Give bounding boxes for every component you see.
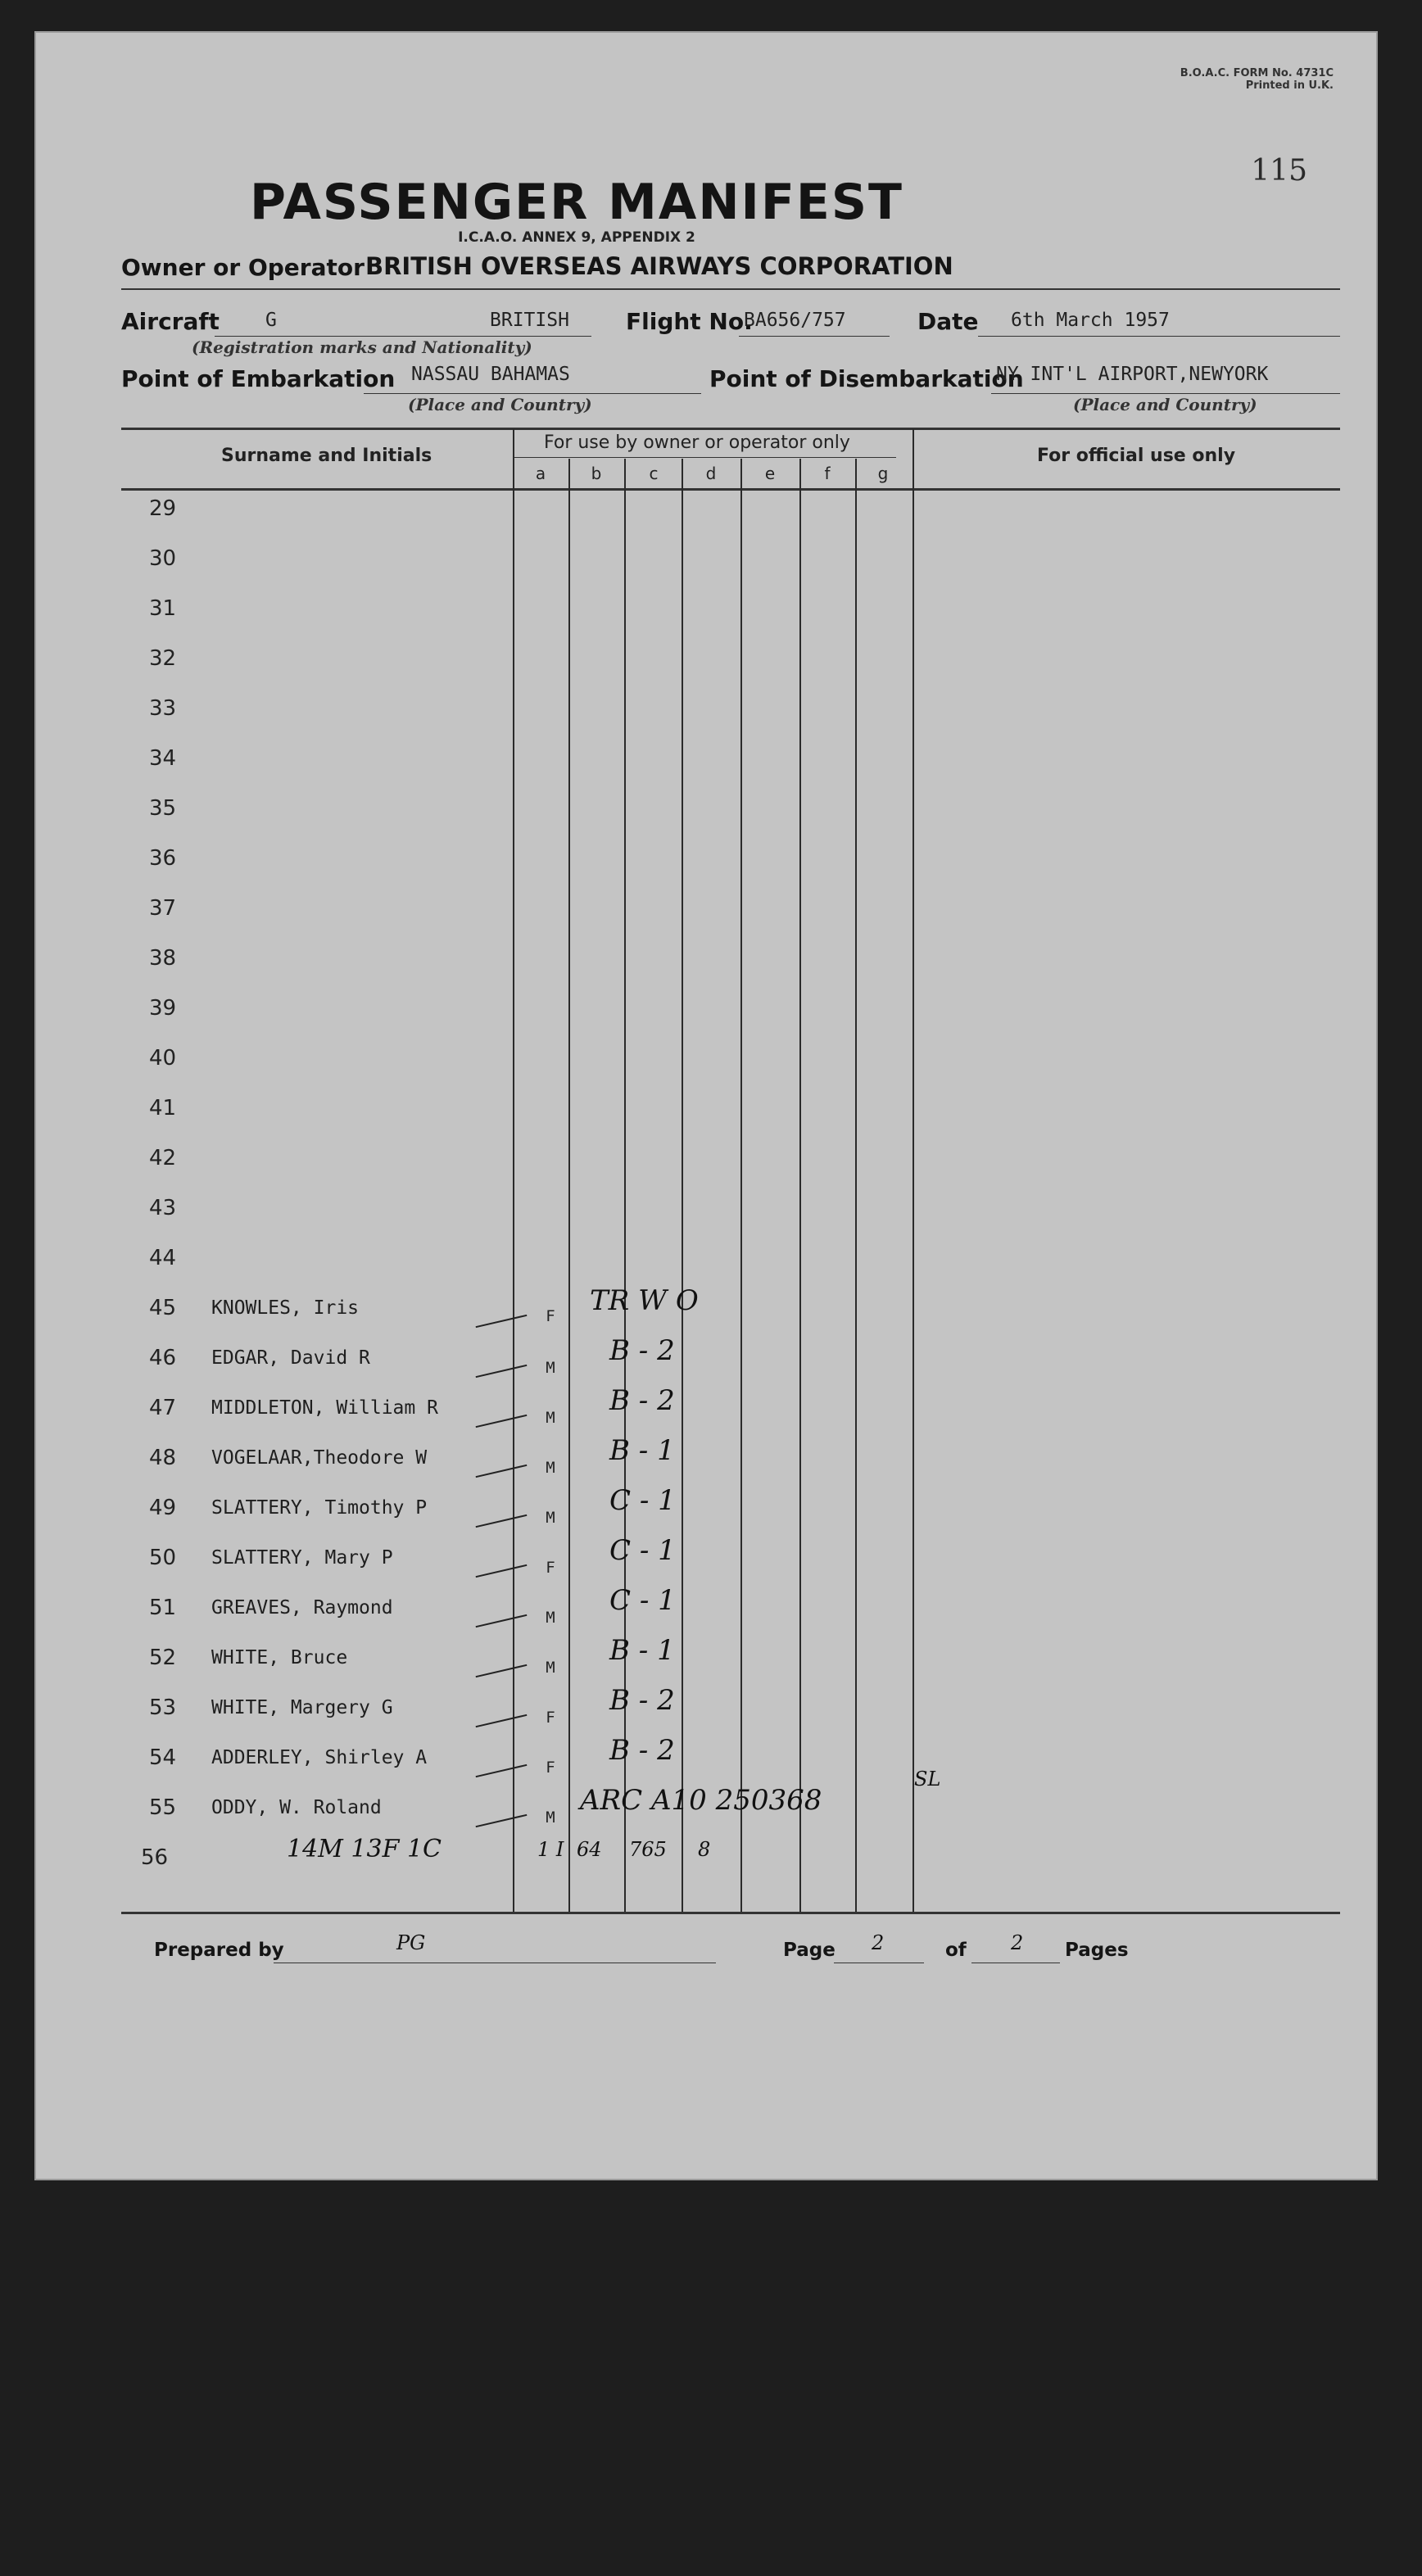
- row-number: 34: [149, 746, 177, 771]
- row-number: 42: [149, 1146, 177, 1170]
- col-letter-e: e: [764, 464, 776, 483]
- handwritten-class: TR W O: [590, 1284, 699, 1317]
- passenger-name: VOGELAAR,Theodore W: [211, 1447, 428, 1469]
- row-number: 45: [149, 1296, 177, 1320]
- row-number: 48: [149, 1446, 177, 1470]
- aircraft-underline: [215, 336, 591, 337]
- col-f-left: [799, 459, 801, 1912]
- row-number: 55: [149, 1795, 177, 1820]
- prepared-by-label: Prepared by: [154, 1940, 284, 1961]
- handwritten-totals: 14M 13F 1C: [287, 1835, 442, 1863]
- passenger-name: SLATTERY, Timothy P: [211, 1497, 428, 1519]
- of-label: of: [945, 1940, 967, 1961]
- passenger-name: WHITE, Margery G: [211, 1697, 393, 1718]
- col-letter-a: a: [535, 464, 546, 483]
- row-number: 51: [149, 1596, 177, 1620]
- col-name-header: Surname and Initials: [221, 446, 432, 466]
- embarkation-value: NASSAU BAHAMAS: [411, 364, 570, 385]
- date-underline: [978, 336, 1340, 337]
- col-letter-d: d: [705, 464, 717, 483]
- flight-label: Flight No.: [626, 308, 753, 335]
- table-bottom-rule: [121, 1912, 1340, 1914]
- handwritten-class: B - 2: [609, 1384, 675, 1417]
- form-id-line2: Printed in U.K.: [1245, 79, 1334, 92]
- row-number: 31: [149, 596, 177, 621]
- handwritten-total-c: 64: [577, 1838, 602, 1861]
- passenger-sex: F: [546, 1709, 555, 1727]
- handwritten-note-sl: SL: [914, 1768, 941, 1791]
- passenger-sex: F: [546, 1759, 555, 1777]
- row-number: 33: [149, 696, 177, 721]
- passenger-name: ADDERLEY, Shirley A: [211, 1747, 428, 1768]
- form-id: [1180, 67, 1334, 92]
- handwritten-total-e: 8: [698, 1838, 711, 1861]
- row-number: 44: [149, 1246, 177, 1270]
- owner-subheader-rule: [513, 457, 896, 458]
- disembarkation-hint: (Place and Country): [1073, 395, 1257, 414]
- passenger-sex: M: [546, 1359, 555, 1377]
- passenger-name: ODDY, W. Roland: [211, 1797, 382, 1818]
- col-letter-c: c: [649, 464, 659, 483]
- passenger-name: GREAVES, Raymond: [211, 1597, 393, 1618]
- aircraft-label: Aircraft: [121, 308, 220, 335]
- handwritten-ticket-number: ARC A10 250368: [580, 1784, 822, 1817]
- page-subtitle: I.C.A.O. ANNEX 9, APPENDIX 2: [458, 229, 695, 246]
- handwritten-class: C - 1: [609, 1484, 676, 1517]
- col-official-header: For official use only: [1037, 446, 1236, 466]
- handwritten-class: C - 1: [609, 1584, 676, 1617]
- row-number: 32: [149, 646, 177, 671]
- passenger-name: MIDDLETON, William R: [211, 1397, 438, 1419]
- handwritten-class: B - 2: [609, 1734, 675, 1767]
- row-number: 54: [149, 1745, 177, 1770]
- handwritten-class: C - 1: [609, 1534, 676, 1567]
- disembarkation-underline: [991, 393, 1340, 394]
- page-label: Page: [783, 1940, 836, 1961]
- col-b-left: [568, 459, 570, 1912]
- row-number: 29: [149, 496, 177, 521]
- col-letter-b: b: [591, 464, 602, 483]
- row-number: 53: [149, 1695, 177, 1720]
- passenger-name: WHITE, Bruce: [211, 1647, 348, 1668]
- page-value: 2: [872, 1931, 885, 1954]
- flight-value: BA656/757: [744, 310, 846, 331]
- row-number: 43: [149, 1196, 177, 1220]
- aircraft-registration: G: [265, 310, 277, 331]
- passenger-sex: M: [546, 1609, 555, 1627]
- handwritten-class: B - 2: [609, 1334, 675, 1367]
- aircraft-nationality: BRITISH: [490, 310, 569, 331]
- table-header-rule: [121, 488, 1340, 491]
- row-number: 46: [149, 1346, 177, 1370]
- table-top-rule: [121, 428, 1340, 430]
- page-number: 115: [1251, 154, 1307, 188]
- row-number: 50: [149, 1546, 177, 1570]
- passenger-sex: F: [546, 1559, 555, 1577]
- disembarkation-value: NY INT'L AIRPORT,NEWYORK: [996, 364, 1269, 385]
- row-number: 37: [149, 896, 177, 921]
- col-d-left: [682, 459, 683, 1912]
- date-label: Date: [917, 308, 979, 335]
- disembarkation-label: Point of Disembarkation: [709, 365, 1024, 392]
- handwritten-class: B - 1: [609, 1634, 675, 1667]
- col-letter-g: g: [877, 464, 889, 483]
- passenger-name: SLATTERY, Mary P: [211, 1547, 393, 1569]
- passenger-sex: M: [546, 1659, 555, 1677]
- row-number: 47: [149, 1396, 177, 1420]
- row-number: 38: [149, 946, 177, 971]
- passenger-name: EDGAR, David R: [211, 1347, 370, 1369]
- aircraft-hint: (Registration marks and Nationality): [192, 337, 532, 357]
- row-number: 39: [149, 996, 177, 1021]
- row-number: 30: [149, 546, 177, 571]
- col-owner-header: For use by owner or operator only: [544, 432, 850, 453]
- form-id-line1: B.O.A.C. FORM No. 4731C: [1180, 67, 1334, 79]
- passenger-sex: M: [546, 1509, 555, 1527]
- passenger-sex: M: [546, 1409, 555, 1427]
- owner-value: BRITISH OVERSEAS AIRWAYS CORPORATION: [365, 252, 953, 280]
- of-value: 2: [1011, 1931, 1024, 1954]
- pages-label: Pages: [1065, 1940, 1129, 1961]
- col-g-left: [855, 459, 857, 1912]
- row-number: 49: [149, 1496, 177, 1520]
- handwritten-total-d: 765: [629, 1838, 667, 1861]
- handwritten-class: B - 1: [609, 1434, 675, 1467]
- embarkation-underline: [364, 393, 701, 394]
- page-title: PASSENGER MANIFEST: [250, 174, 903, 231]
- passenger-sex: F: [546, 1307, 555, 1325]
- col-letter-f: f: [824, 464, 831, 483]
- embarkation-label: Point of Embarkation: [121, 365, 396, 392]
- col-official-left: [913, 429, 914, 1912]
- row-number: 52: [149, 1646, 177, 1670]
- row-number: 56: [141, 1845, 169, 1870]
- col-e-left: [740, 459, 742, 1912]
- handwritten-class: B - 2: [609, 1684, 675, 1717]
- rule-owner: [121, 288, 1340, 290]
- row-number: 41: [149, 1096, 177, 1120]
- manifest-sheet: [36, 33, 1376, 2179]
- passenger-sex: M: [546, 1809, 555, 1827]
- row-number: 35: [149, 796, 177, 821]
- passenger-sex: M: [546, 1459, 555, 1477]
- flight-underline: [739, 336, 890, 337]
- row-number: 40: [149, 1046, 177, 1071]
- embarkation-hint: (Place and Country): [408, 395, 592, 414]
- date-value: 6th March 1957: [1011, 310, 1170, 331]
- handwritten-total-b: 1 I: [537, 1838, 564, 1861]
- prepared-by-value: PG: [396, 1931, 426, 1954]
- row-number: 36: [149, 846, 177, 871]
- passenger-name: KNOWLES, Iris: [211, 1297, 360, 1319]
- col-a-left: [513, 429, 514, 1912]
- owner-label: Owner or Operator: [121, 254, 365, 281]
